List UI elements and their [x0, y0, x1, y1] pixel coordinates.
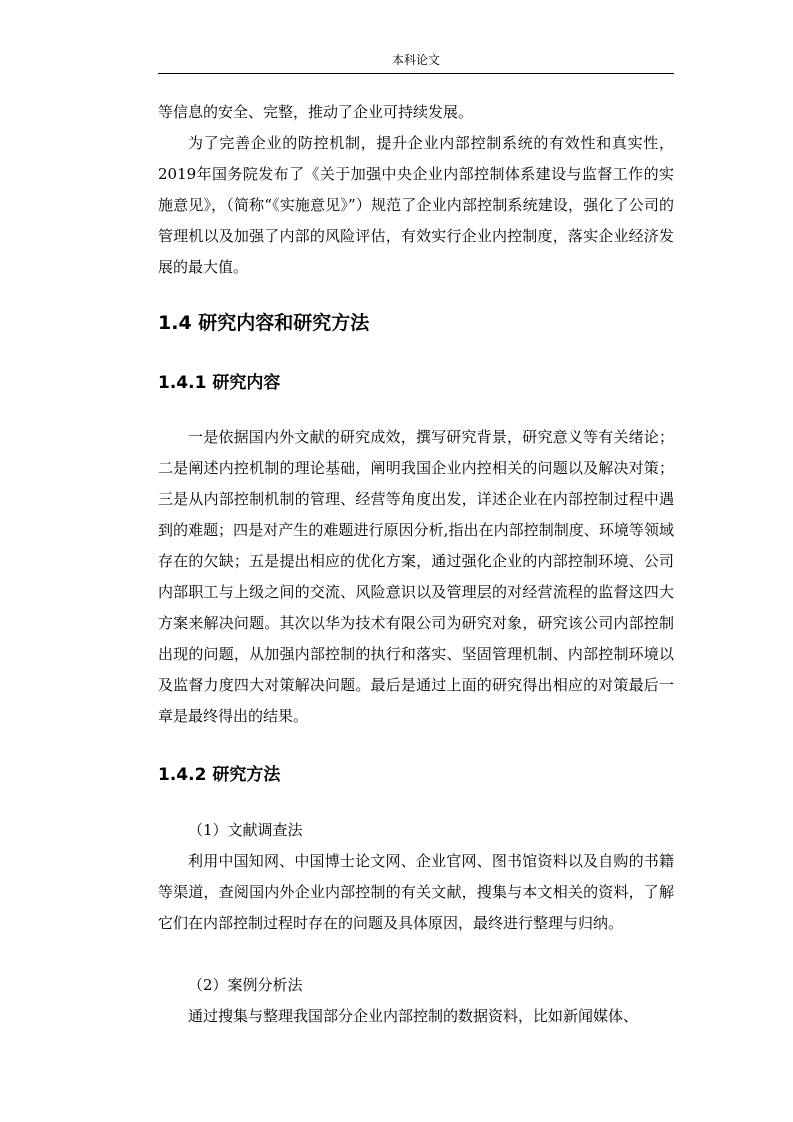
- subsection-heading-1-4-1: 1.4.1 研究内容: [158, 373, 281, 393]
- paragraph-research-content: 一是依据国内外文献的研究成效，撰写研究背景，研究意义等有关绪论；二是阐述内控机制的理论基础，阐明我国企业内控相关的问题以及解决对策；三是从内部控制机制的管理、经营等角度出发，详述企业在内部控制过程中遇到的难题；四是对产生的难题进行原因分析,指出在内部控制制度、环境等领域存在的欠缺；五是提出相应的优化方案，通过强化企业的内部控制环境、公司内部职工与上级之间的交流、风险意识以及管理层的对经营流程的监督这四大方案来解决问题。其次以华为技术有限公司为研究对象，研究该公司内部控制出现的问题，从加强内部控制的执行和落实、坚固管理机制、内部控制环境以及监督力度四大对策解决问题。最后是通过上面的研究得出相应的对策最后一章是最终得出的结果。: [158, 428, 674, 725]
- method-item-literature: （1）文献调查法: [188, 821, 303, 839]
- subsection-heading-1-4-2: 1.4.2 研究方法: [158, 765, 281, 785]
- method-item-case-study: （2）案例分析法: [188, 976, 303, 994]
- paragraph-literature-method: 利用中国知网、中国博士论文网、企业官网、图书馆资料以及自购的书籍等渠道，查阅国内外企业内部控制的有关文献，搜集与本文相关的资料，了解它们在内部控制过程时存在的问题及具体原因，最终进行整理与归纳。: [158, 852, 674, 932]
- section-heading-1-4: 1.4 研究内容和研究方法: [158, 312, 370, 334]
- paragraph-continuation: 等信息的安全、完整，推动了企业可持续发展。: [158, 103, 474, 121]
- header-divider: [158, 73, 674, 74]
- paragraph-policy: 为了完善企业的防控机制，提升企业内部控制系统的有效性和真实性，2019年国务院发布了《关于加强中央企业内部控制体系建设与监督工作的实施意见》，（简称“《实施意见》”）规范了企业内部控制系统建设，强化了公司的管理机以及加强了内部的风险评估，有效实行企业内控制度，落实企业经济发展的最大值。: [158, 134, 674, 276]
- paragraph-case-method: 通过搜集与整理我国部分企业内部控制的数据资料，比如新闻媒体、: [188, 1007, 639, 1025]
- running-header: 本科论文: [391, 53, 440, 67]
